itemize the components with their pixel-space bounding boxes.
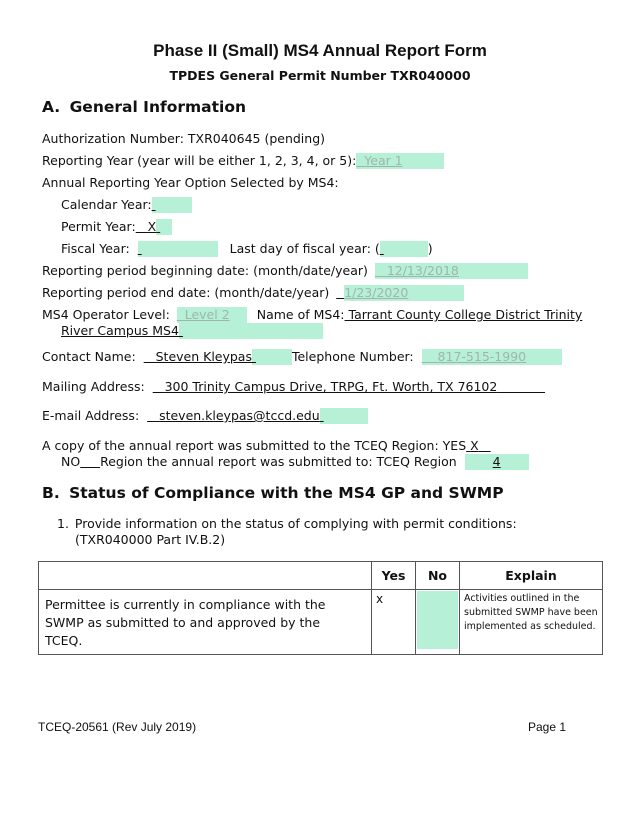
contact-value: Steven Kleypas (155, 349, 252, 364)
section-a-letter: A. (42, 98, 61, 116)
item-1 (57, 516, 517, 532)
row-explain-line2: submitted SWMP have been (464, 607, 598, 618)
table-header-row (39, 562, 603, 590)
permit-year-row (61, 219, 172, 235)
email-value: steven.kleypas@tccd.edu (159, 408, 320, 423)
begin-date-field[interactable] (375, 263, 528, 279)
item-1-text-line1: Provide information on the status of complying with permit conditions: (74, 516, 517, 531)
last-day-field[interactable] (380, 241, 428, 257)
permit-year-field[interactable] (156, 219, 172, 235)
mailing-address-row (42, 379, 545, 395)
row-no-field[interactable] (417, 591, 458, 649)
section-a-title: General Information (69, 98, 247, 116)
no-label: NO (61, 454, 81, 469)
permit-year-label: Permit Year: (61, 219, 136, 234)
row-text-line1: Permittee is currently in compliance with the (45, 597, 326, 612)
calendar-year-field[interactable] (152, 197, 192, 213)
end-date-field[interactable] (344, 285, 464, 301)
item-1-number: 1. (57, 516, 69, 531)
header-no: No (416, 562, 460, 590)
region-label: Region the annual report was submitted to: TCEQ Region (100, 454, 457, 469)
row-yes-cell[interactable] (372, 590, 416, 655)
row-explain-cell[interactable] (460, 590, 603, 655)
end-date-label: Reporting period end date: (month/date/year) (42, 285, 330, 300)
reporting-year-row (42, 153, 444, 169)
section-b-letter: B. (42, 484, 60, 502)
reporting-year-label: Reporting Year (year will be either 1, 2, 3, 4, or 5): (42, 153, 357, 168)
begin-date-value: 12/13/2018 (386, 263, 459, 278)
operator-level-row (42, 307, 582, 323)
region-value: 4 (492, 454, 501, 469)
section-b-title: Status of Compliance with the MS4 GP and SWMP (69, 484, 504, 502)
compliance-table (38, 561, 603, 655)
end-date-value: 1/23/2020 (344, 285, 409, 300)
fiscal-year-field[interactable] (138, 241, 218, 257)
permit-year-value: X (147, 219, 157, 234)
authorization-number: Authorization Number: TXR040645 (pending) (42, 131, 326, 146)
email-row (42, 408, 368, 424)
ms4-name-row-2 (61, 323, 323, 339)
form-title: Phase II (Small) MS4 Annual Report Form (153, 41, 487, 60)
phone-value: 817-515-1990 (437, 349, 527, 364)
begin-date-label: Reporting period beginning date: (month/date/year) (42, 263, 368, 278)
page-number: Page 1 (528, 720, 567, 734)
form-id-footer: TCEQ-20561 (Rev July 2019) (38, 720, 197, 734)
ms4-name-value-2: River Campus MS4 (61, 323, 179, 338)
end-date-row (42, 285, 464, 301)
region-row (61, 454, 529, 470)
mailing-address-label: Mailing Address: (42, 379, 145, 394)
operator-level-label: MS4 Operator Level: (42, 307, 170, 322)
header-blank (39, 562, 372, 590)
row-no-cell[interactable] (416, 590, 460, 655)
region-field[interactable] (465, 454, 529, 470)
row-text-line2: SWMP as submitted to and approved by the (45, 615, 321, 630)
email-label: E-mail Address: (42, 408, 140, 423)
calendar-year-row (61, 197, 192, 213)
mailing-address-value: 300 Trinity Campus Drive, TRPG, Ft. Worth, TX 76102 (164, 379, 498, 394)
copy-submitted-label: A copy of the annual report was submitted to the TCEQ Region: YES (42, 438, 467, 453)
ms4-name-value-1: Tarrant County College District Trinity (348, 307, 583, 322)
reporting-year-value: Year 1 (364, 153, 403, 168)
section-a-heading (42, 98, 246, 116)
row-yes-value: x (376, 592, 384, 606)
fiscal-year-label: Fiscal Year: (61, 241, 130, 256)
row-text-line3: TCEQ. (45, 633, 83, 648)
header-yes: Yes (372, 562, 416, 590)
table-row (39, 590, 603, 655)
fiscal-year-row (61, 241, 433, 257)
copy-yes-value: X (470, 438, 479, 453)
last-day-label: Last day of fiscal year: ( (229, 241, 380, 256)
last-day-paren: ) (427, 241, 433, 256)
phone-field[interactable] (422, 349, 562, 365)
permit-number-subtitle: TPDES General Permit Number TXR040000 (169, 68, 471, 83)
row-explain-line3: implemented as scheduled. (464, 621, 596, 632)
contact-field[interactable] (252, 349, 292, 365)
reporting-year-field[interactable] (356, 153, 444, 169)
section-b-heading (42, 484, 504, 502)
begin-date-row (42, 263, 528, 279)
contact-label: Contact Name: (42, 349, 136, 364)
ms4-name-field[interactable] (179, 323, 323, 339)
operator-level-field[interactable] (177, 307, 247, 323)
phone-label: Telephone Number: (291, 349, 414, 364)
email-field[interactable] (320, 408, 368, 424)
item-1-text-line2: (TXR040000 Part IV.B.2) (75, 532, 226, 547)
header-explain: Explain (460, 562, 603, 590)
copy-submitted-row (42, 438, 491, 454)
ms4-name-label: Name of MS4: (256, 307, 345, 322)
operator-level-value: Level 2 (184, 307, 230, 322)
row-description (39, 590, 372, 655)
row-explain-line1: Activities outlined in the (464, 593, 580, 604)
reporting-option-label: Annual Reporting Year Option Selected by MS4: (42, 175, 339, 190)
calendar-year-label: Calendar Year: (61, 197, 152, 212)
contact-row (42, 349, 562, 365)
